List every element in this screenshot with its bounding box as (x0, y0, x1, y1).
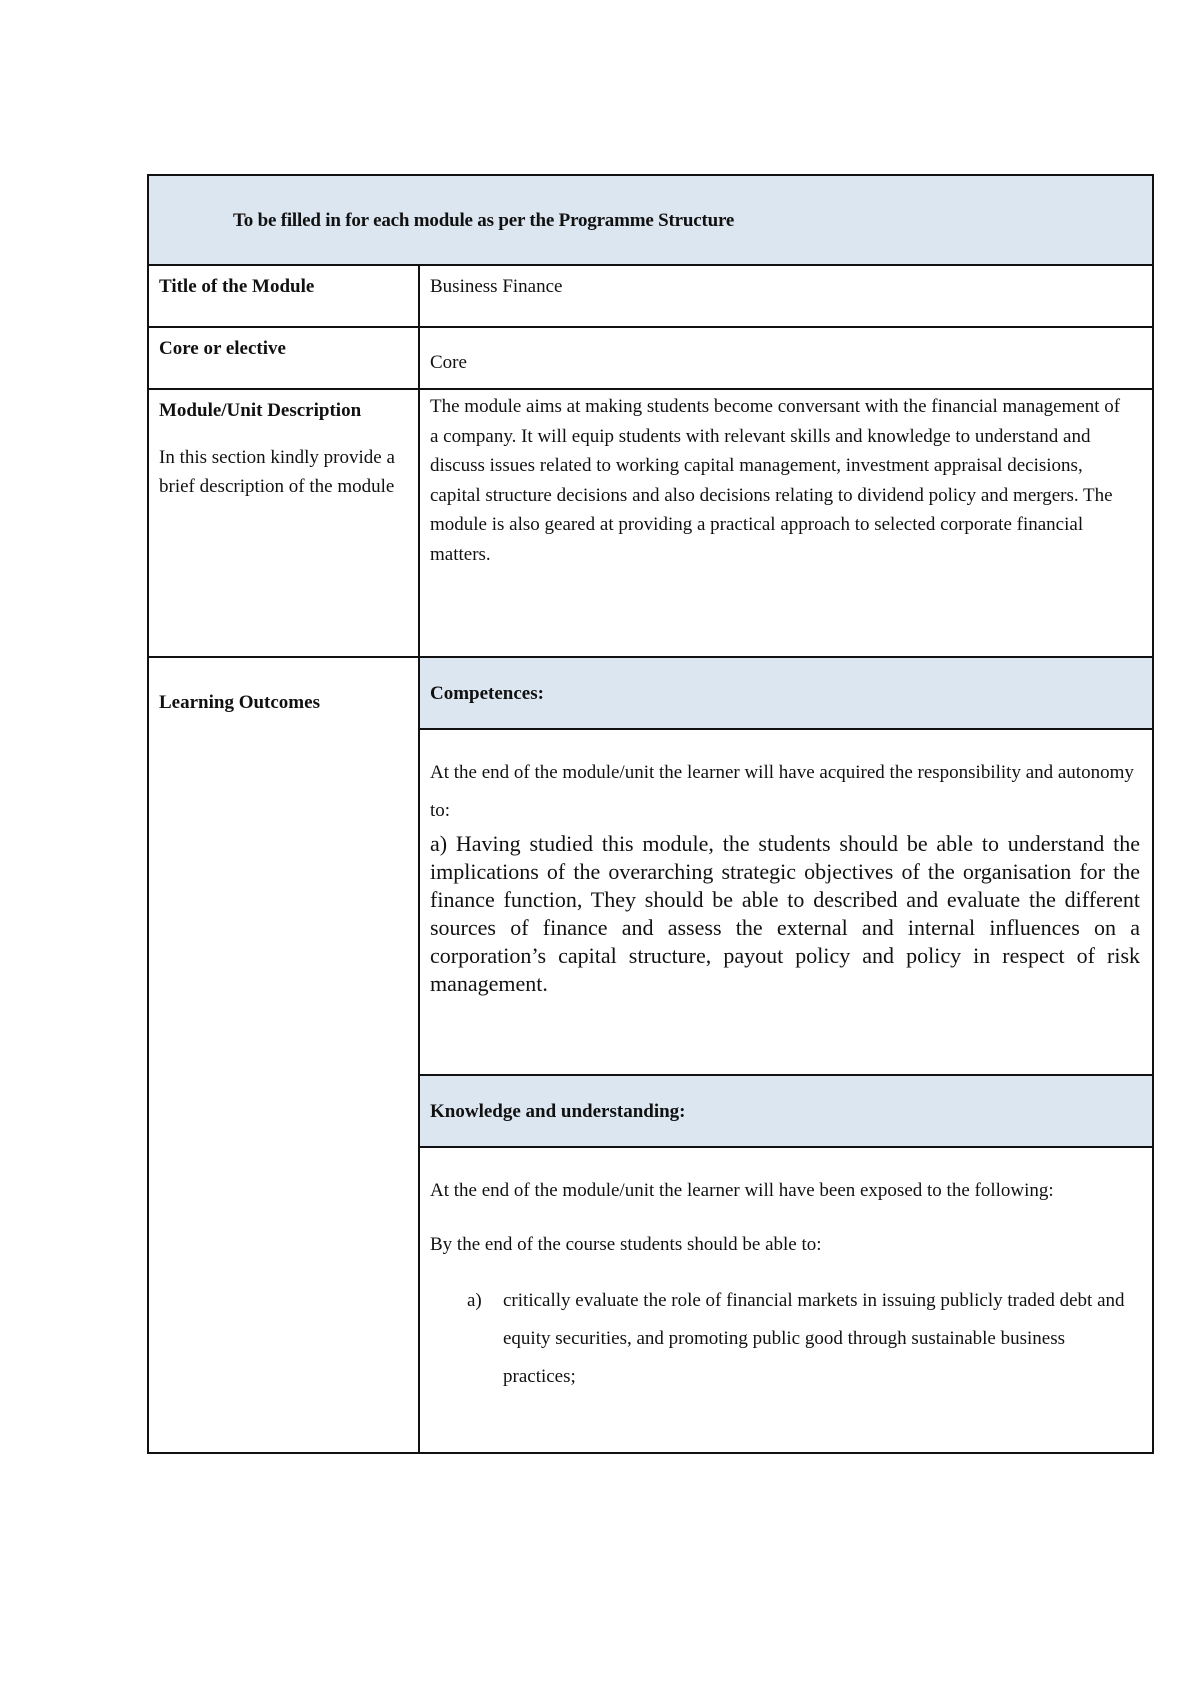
learning-outcomes-label: Learning Outcomes (159, 692, 320, 713)
description-label: Module/Unit Description (159, 400, 362, 421)
title-label-cell (148, 265, 419, 327)
description-text: The module aims at making students become conversant with the financial management of a company. It will equip students with relevant skills and knowledge to understand and discuss issues related to working capital management, investment appraisal decisions, capital structure decisions and also decisions relating to dividend policy and mergers. The module is also geared at providing a practical approach to selected corporate financial matters. (430, 396, 1121, 565)
learning-outcomes-label-cell (148, 657, 419, 1453)
core-value: Core (430, 352, 467, 373)
competences-body-cell (419, 729, 1153, 1075)
list-item-text: critically evaluate the role of financial markets in issuing publicly traded debt and equity securities, and promoting public good through sustainable business practices; (503, 1290, 1125, 1387)
knowledge-heading: Knowledge and understanding: (430, 1100, 686, 1122)
knowledge-intro: At the end of the module/unit the learner will have been exposed to the following: (430, 1180, 1054, 1201)
banner-title: To be filled in for each module as per the Programme Structure (233, 209, 735, 231)
knowledge-list (420, 1282, 1152, 1396)
list-item-marker: a) (467, 1290, 482, 1311)
description-note: In this section kindly provide a brief description of the module (159, 447, 395, 497)
module-form-table (147, 174, 1154, 1454)
competences-heading-cell (419, 657, 1153, 729)
competences-intro: At the end of the module/unit the learner will have acquired the responsibility and autonomy to: (430, 762, 1134, 821)
competences-heading-row (148, 657, 1153, 729)
core-label-cell (148, 327, 419, 389)
core-value-cell (419, 327, 1153, 389)
title-label: Title of the Module (159, 276, 315, 297)
competences-heading: Competences: (430, 682, 544, 704)
knowledge-body-cell (419, 1147, 1153, 1453)
title-row (148, 265, 1153, 327)
banner-row (148, 175, 1153, 265)
competences-text: a) Having studied this module, the students should be able to understand the implications of the overarching strategic objectives of the organisation for the finance function, They should be able to described and evaluate the different sources of finance and assess the external and internal influences on a corporation’s capital structure, payout policy and policy in respect of risk management. (430, 831, 1140, 996)
banner-cell (148, 175, 1153, 265)
title-value-cell (419, 265, 1153, 327)
description-row (148, 389, 1153, 657)
knowledge-heading-cell (419, 1075, 1153, 1147)
description-text-cell (419, 389, 1153, 657)
core-row (148, 327, 1153, 389)
list-item (420, 1282, 1152, 1396)
knowledge-lead: By the end of the course students should be able to: (430, 1234, 822, 1255)
description-label-cell (148, 389, 419, 657)
title-value: Business Finance (430, 276, 563, 297)
core-label: Core or elective (159, 338, 286, 359)
